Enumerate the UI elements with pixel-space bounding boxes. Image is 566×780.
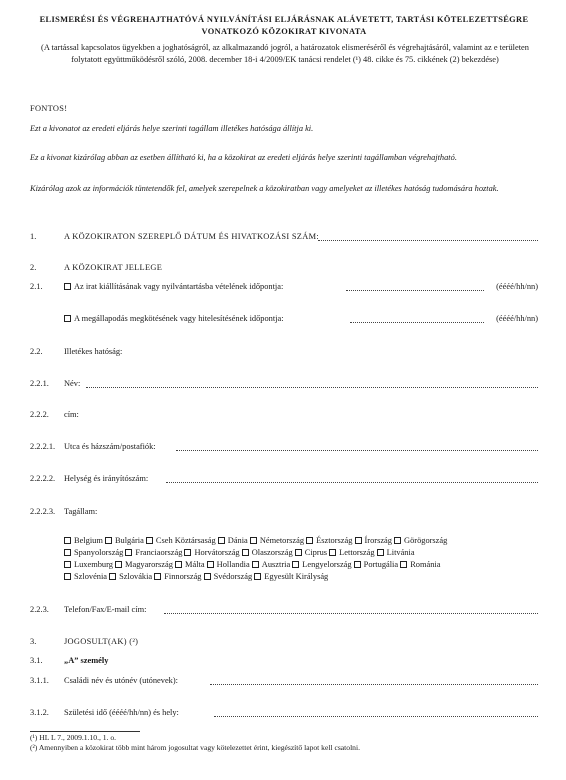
country-checkbox[interactable] bbox=[105, 537, 112, 544]
section-3-1-row bbox=[30, 655, 538, 666]
address-label: cím: bbox=[64, 410, 79, 419]
country-row-2 bbox=[64, 547, 542, 558]
section-3-1-1-row bbox=[30, 675, 538, 686]
full-name-label: Családi név és utónév (utónevek): bbox=[64, 676, 178, 685]
country-label: Írország bbox=[364, 536, 392, 545]
country-label: Szlovénia bbox=[74, 572, 108, 581]
agreement-date-checkbox[interactable] bbox=[64, 315, 71, 322]
section-3-1-2-row bbox=[30, 707, 538, 718]
country-checkbox[interactable] bbox=[125, 549, 132, 556]
country-checkbox[interactable] bbox=[355, 537, 362, 544]
country-checkbox[interactable] bbox=[184, 549, 191, 556]
section-2-2-3-row bbox=[30, 604, 538, 615]
title-line-2: VONATKOZÓ KÖZOKIRAT KIVONATA bbox=[201, 27, 367, 36]
section-number: 1. bbox=[30, 232, 37, 241]
country-checkbox[interactable] bbox=[306, 537, 313, 544]
country-label: Németország bbox=[259, 536, 305, 545]
section-number: 3. bbox=[30, 637, 37, 646]
contact-field[interactable] bbox=[164, 613, 538, 614]
country-label: Litvánia bbox=[386, 548, 415, 557]
country-row-3 bbox=[64, 559, 542, 570]
note-information: Kizárólag azok az információk tüntetendők fel, amelyek szerepelnek a közokiratban vagy amelyeket az illetékes hatóság tudomására hoztak. bbox=[30, 184, 499, 193]
country-checkbox[interactable] bbox=[175, 561, 182, 568]
country-label: Magyarország bbox=[125, 560, 173, 569]
section-number: 3.1.2. bbox=[30, 708, 49, 717]
section-2-2-2-1-row bbox=[30, 441, 538, 452]
country-label: Görögország bbox=[404, 536, 448, 545]
country-checkbox[interactable] bbox=[64, 573, 71, 580]
footnote-2: (²) Amennyiben a közokirat több mint három jogosultat vagy kötelezettet érint, kiegészítő lapot kell csatolni. bbox=[30, 743, 360, 752]
country-label: Horvátország bbox=[194, 548, 240, 557]
country-label: Lettország bbox=[339, 548, 375, 557]
section-number: 2. bbox=[30, 263, 37, 272]
contact-label: Telefon/Fax/E-mail cím: bbox=[64, 605, 147, 614]
country-checkbox[interactable] bbox=[394, 537, 401, 544]
section-2-2-1-row bbox=[30, 378, 538, 389]
country-checkbox[interactable] bbox=[64, 537, 71, 544]
country-checkbox[interactable] bbox=[400, 561, 407, 568]
agreement-date-label: A megállapodás megkötésének vagy hitelesítésének időpontja: bbox=[74, 314, 284, 323]
competent-authority-label: Illetékes hatóság: bbox=[64, 347, 123, 356]
country-checkbox[interactable] bbox=[207, 561, 214, 568]
country-checkbox[interactable] bbox=[218, 537, 225, 544]
country-label: Olaszország bbox=[251, 548, 293, 557]
country-checkbox[interactable] bbox=[204, 573, 211, 580]
note-issuing-authority: Ezt a kivonatot az eredeti eljárás helye szerinti tagállam illetékes hatósága állítja ki. bbox=[30, 124, 314, 133]
country-label: Málta bbox=[185, 560, 205, 569]
country-label: Cseh Köztársaság bbox=[155, 536, 216, 545]
country-checkbox[interactable] bbox=[354, 561, 361, 568]
country-row-4 bbox=[64, 571, 542, 582]
country-label: Svédország bbox=[213, 572, 253, 581]
section-number: 2.2.1. bbox=[30, 379, 49, 388]
birth-date-place-label: Születési idő (éééé/hh/nn) és hely: bbox=[64, 708, 179, 717]
creditors-label: JOGOSULT(AK) (²) bbox=[64, 637, 139, 646]
street-label: Utca és házszám/postafiók: bbox=[64, 442, 156, 451]
section-number: 3.1. bbox=[30, 656, 43, 665]
footnote-1: (¹) HL L 7., 2009.1.10., 1. o. bbox=[30, 733, 117, 742]
country-label: Belgium bbox=[74, 536, 103, 545]
person-a-label: „A” személy bbox=[64, 656, 109, 665]
section-number: 2.1. bbox=[30, 282, 43, 291]
country-checkbox[interactable] bbox=[329, 549, 336, 556]
note-enforceability: Ez a kivonat kizárólag abban az esetben állítható ki, ha a közokirat az eredeti eljárás helye szerinti tagállamban végrehajtható. bbox=[30, 153, 457, 162]
birth-date-place-field[interactable] bbox=[214, 716, 538, 717]
name-field[interactable] bbox=[86, 387, 538, 388]
country-checkbox[interactable] bbox=[295, 549, 302, 556]
issue-date-field[interactable] bbox=[346, 290, 484, 291]
country-checkbox[interactable] bbox=[250, 537, 257, 544]
section-1-label: A KÖZOKIRATON SZEREPLŐ DÁTUM ÉS HIVATKOZÁSI SZÁM: bbox=[64, 232, 319, 241]
date-format-hint: (éééé/hh/nn) bbox=[496, 282, 538, 291]
section-2-row bbox=[30, 262, 538, 273]
country-checkbox[interactable] bbox=[64, 561, 71, 568]
country-checkbox[interactable] bbox=[64, 549, 71, 556]
country-checkbox[interactable] bbox=[252, 561, 259, 568]
full-name-field[interactable] bbox=[210, 684, 538, 685]
country-checkbox[interactable] bbox=[146, 537, 153, 544]
country-checkbox[interactable] bbox=[242, 549, 249, 556]
country-label: Portugália bbox=[363, 560, 399, 569]
country-checkbox[interactable] bbox=[254, 573, 261, 580]
country-label: Ausztria bbox=[261, 560, 291, 569]
section-number: 2.2.2.1. bbox=[30, 442, 56, 451]
country-label: Ciprus bbox=[304, 548, 328, 557]
member-state-label: Tagállam: bbox=[64, 507, 98, 516]
section-2-1-b-row bbox=[30, 313, 538, 324]
section-number: 2.2.3. bbox=[30, 605, 49, 614]
legal-basis-subtitle: (A tartással kapcsolatos ügyekben a joghatóságról, az alkalmazandó jogról, a határozatok elismeréséről és végrehajtásáról, valamint az e területen folytatott együttműködésről szóló, 2008. december 18-i 4/2009/EK tanácsi rendelet (¹) 48. cikke és 75. cikkének (2) bekezdése) bbox=[41, 43, 529, 64]
street-field[interactable] bbox=[176, 450, 538, 451]
country-label: Bulgária bbox=[114, 536, 144, 545]
country-label: Franciaország bbox=[135, 548, 183, 557]
country-row-1 bbox=[64, 535, 542, 546]
section-2-label: A KÖZOKIRAT JELLEGE bbox=[64, 263, 163, 272]
issue-date-checkbox[interactable] bbox=[64, 283, 71, 290]
date-format-hint: (éééé/hh/nn) bbox=[496, 314, 538, 323]
country-label: Dánia bbox=[227, 536, 248, 545]
country-label: Románia bbox=[410, 560, 441, 569]
section-number: 3.1.1. bbox=[30, 676, 49, 685]
section-2-2-row bbox=[30, 346, 538, 357]
city-postcode-label: Helység és irányítószám: bbox=[64, 474, 149, 483]
agreement-date-field[interactable] bbox=[350, 322, 484, 323]
country-label: Szlovákia bbox=[119, 572, 153, 581]
section-number: 2.2.2. bbox=[30, 410, 49, 419]
country-checkbox[interactable] bbox=[292, 561, 299, 568]
footnote-divider bbox=[30, 731, 140, 732]
country-label: Spanyolország bbox=[74, 548, 124, 557]
section-number: 2.2.2.3. bbox=[30, 507, 56, 516]
title-line-1: ELISMERÉSI ÉS VÉGREHAJTHATÓVÁ NYILVÁNÍTÁSI ELJÁRÁSNAK ALÁVETETT, TARTÁSI KÖTELEZETTSÉGRE bbox=[39, 15, 529, 24]
section-1-row bbox=[30, 231, 538, 242]
country-label: Finnország bbox=[164, 572, 202, 581]
country-label: Hollandia bbox=[216, 560, 250, 569]
city-postcode-field[interactable] bbox=[166, 482, 538, 483]
country-label: Luxemburg bbox=[74, 560, 113, 569]
country-checkbox[interactable] bbox=[109, 573, 116, 580]
section-2-2-2-row bbox=[30, 409, 538, 420]
date-reference-field[interactable] bbox=[318, 240, 538, 241]
country-checkbox[interactable] bbox=[377, 549, 384, 556]
section-3-row bbox=[30, 636, 538, 647]
section-2-2-2-3-row bbox=[30, 506, 538, 517]
country-checkbox[interactable] bbox=[115, 561, 122, 568]
section-number: 2.2. bbox=[30, 347, 43, 356]
country-label: Észtország bbox=[316, 536, 353, 545]
country-label: Egyesült Királyság bbox=[264, 572, 329, 581]
section-2-2-2-2-row bbox=[30, 473, 538, 484]
country-label: Lengyelország bbox=[302, 560, 352, 569]
country-checkbox[interactable] bbox=[154, 573, 161, 580]
section-2-1-row bbox=[30, 281, 538, 292]
important-heading: FONTOS! bbox=[30, 104, 68, 113]
name-label: Név: bbox=[64, 379, 81, 388]
section-number: 2.2.2.2. bbox=[30, 474, 56, 483]
document-title bbox=[24, 14, 544, 38]
issue-date-label: Az irat kiállításának vagy nyilvántartásba vételének időpontja: bbox=[74, 282, 284, 291]
